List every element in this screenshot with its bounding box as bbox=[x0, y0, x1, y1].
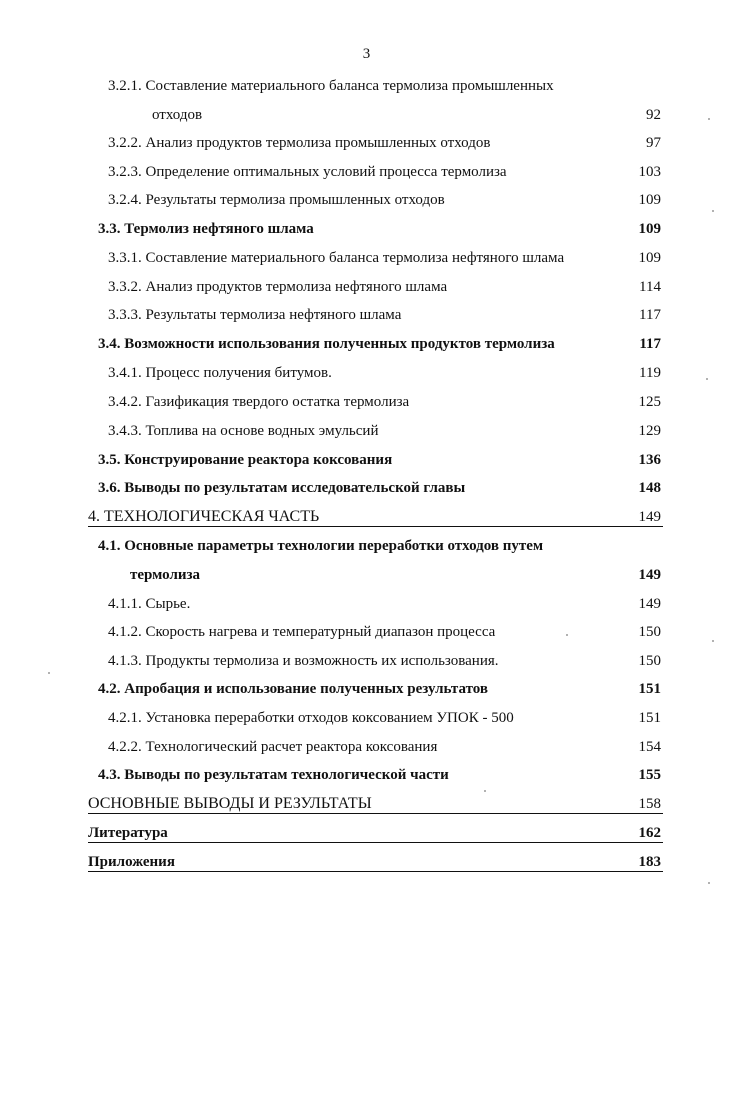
toc-entry-title: 3.2.3. Определение оптимальных условий процесса термолиза bbox=[108, 164, 507, 180]
toc-entry-title: 3.4. Возможности использования полученных продуктов термолиза bbox=[98, 336, 555, 352]
page-number: 3 bbox=[362, 46, 371, 62]
scan-speck bbox=[484, 790, 486, 792]
toc-entry-4-1-1 bbox=[0, 592, 733, 616]
toc-entry-page: 103 bbox=[638, 164, 661, 180]
toc-entry-3-5 bbox=[0, 448, 733, 472]
toc-entry-title: 3.2.1. Составление материального баланса термолиза промышленных bbox=[108, 78, 554, 94]
toc-entry-title: 4. ТЕХНОЛОГИЧЕСКАЯ ЧАСТЬ bbox=[88, 508, 320, 525]
toc-entry-page: 154 bbox=[638, 739, 661, 755]
toc-entry-page: 109 bbox=[638, 250, 661, 266]
toc-entry-page: 117 bbox=[639, 336, 661, 352]
toc-entry-4-1 bbox=[0, 534, 733, 558]
scan-speck bbox=[708, 118, 710, 120]
toc-entry-page: 149 bbox=[638, 567, 661, 583]
toc-entry-3-4 bbox=[0, 332, 733, 356]
toc-entry-title: 4.1.3. Продукты термолиза и возможность их использования. bbox=[108, 653, 499, 669]
toc-entry-4-3 bbox=[0, 763, 733, 787]
toc-entry-title: 4.1.2. Скорость нагрева и температурный диапазон процесса bbox=[108, 624, 496, 640]
conclusions-underline bbox=[88, 813, 663, 814]
toc-entry-title: ОСНОВНЫЕ ВЫВОДЫ И РЕЗУЛЬТАТЫ bbox=[88, 795, 372, 812]
scan-speck bbox=[708, 882, 710, 884]
toc-entry-3-6 bbox=[0, 476, 733, 500]
toc-entry-title: Приложения bbox=[88, 854, 175, 870]
toc-entry-3-4-1 bbox=[0, 361, 733, 385]
toc-entry-title: 3.2.4. Результаты термолиза промышленных отходов bbox=[108, 192, 445, 208]
toc-entry-page: 92 bbox=[646, 107, 661, 123]
toc-entry-4-1-2 bbox=[0, 620, 733, 644]
scan-speck bbox=[712, 210, 714, 212]
toc-entry-title: 3.3. Термолиз нефтяного шлама bbox=[98, 221, 314, 237]
toc-entry-title: 3.2.2. Анализ продуктов термолиза промышленных отходов bbox=[108, 135, 491, 151]
toc-entry-4-1-cont bbox=[0, 563, 733, 587]
toc-entry-title: 3.4.1. Процесс получения битумов. bbox=[108, 365, 332, 381]
toc-entry-page: 136 bbox=[638, 452, 661, 468]
toc-entry-title: 3.5. Конструирование реактора коксования bbox=[98, 452, 393, 468]
scan-speck bbox=[706, 378, 708, 380]
toc-entry-page: 149 bbox=[638, 596, 661, 612]
toc-entry-3-2-1-cont bbox=[0, 103, 733, 127]
toc-entry-title: 4.1.1. Сырье. bbox=[108, 596, 191, 612]
toc-entry-3-3 bbox=[0, 217, 733, 241]
toc-entry-4-2 bbox=[0, 677, 733, 701]
toc-entry-title: 3.6. Выводы по результатам исследовательской главы bbox=[98, 480, 466, 496]
toc-entry-title: 3.4.2. Газификация твердого остатка термолиза bbox=[108, 394, 410, 410]
toc-entry-3-4-2 bbox=[0, 390, 733, 414]
toc-entry-page: 155 bbox=[638, 767, 661, 783]
toc-entry-3-2-3 bbox=[0, 160, 733, 184]
toc-entry-page: 117 bbox=[639, 307, 661, 323]
toc-entry-page: 183 bbox=[638, 854, 661, 870]
toc-entry-3-4-3 bbox=[0, 419, 733, 443]
toc-entry-page: 151 bbox=[638, 681, 661, 697]
literature-underline bbox=[88, 842, 663, 843]
toc-entry-3-2-1 bbox=[0, 74, 733, 98]
toc-entry-page: 162 bbox=[638, 825, 661, 841]
toc-entry-title: 4.2.2. Технологический расчет реактора коксования bbox=[108, 739, 438, 755]
toc-entry-title: 3.3.3. Результаты термолиза нефтяного шлама bbox=[108, 307, 402, 323]
toc-entry-3-3-2 bbox=[0, 275, 733, 299]
toc-entry-page: 149 bbox=[638, 509, 661, 525]
scan-speck bbox=[712, 640, 714, 642]
toc-entry-page: 150 bbox=[638, 624, 661, 640]
toc-entry-page: 148 bbox=[638, 480, 661, 496]
toc-entry-4-2-1 bbox=[0, 706, 733, 730]
toc-entry-title: 3.4.3. Топлива на основе водных эмульсий bbox=[108, 423, 379, 439]
toc-entry-title: 4.3. Выводы по результатам технологической части bbox=[98, 767, 449, 783]
toc-entry-page: 119 bbox=[639, 365, 661, 381]
toc-entry-3-2-2 bbox=[0, 131, 733, 155]
toc-entry-page: 158 bbox=[638, 796, 661, 812]
chapter-underline bbox=[88, 526, 663, 527]
toc-entry-page: 150 bbox=[638, 653, 661, 669]
toc-entry-title: 3.3.2. Анализ продуктов термолиза нефтяного шлама bbox=[108, 279, 448, 295]
scan-speck bbox=[48, 672, 50, 674]
toc-entry-3-3-1 bbox=[0, 246, 733, 270]
appendices-underline bbox=[88, 871, 663, 872]
scan-speck bbox=[566, 634, 568, 636]
toc-entry-page: 125 bbox=[638, 394, 661, 410]
toc-entry-page: 129 bbox=[638, 423, 661, 439]
toc-entry-title: 3.3.1. Составление материального баланса термолиза нефтяного шлама bbox=[108, 250, 565, 266]
toc-entry-page: 97 bbox=[646, 135, 661, 151]
toc-entry-page: 109 bbox=[638, 221, 661, 237]
toc-entry-title: Литература bbox=[88, 825, 168, 841]
toc-entry-page: 151 bbox=[638, 710, 661, 726]
toc-entry-3-3-3 bbox=[0, 303, 733, 327]
toc-entry-title: 4.2.1. Установка переработки отходов коксованием УПОК - 500 bbox=[108, 710, 514, 726]
toc-entry-title: термолиза bbox=[130, 567, 201, 583]
toc-entry-4-2-2 bbox=[0, 735, 733, 759]
toc-entry-page: 114 bbox=[639, 279, 661, 295]
toc-entry-title: 4.2. Апробация и использование полученных результатов bbox=[98, 681, 488, 697]
toc-entry-title: отходов bbox=[152, 107, 203, 123]
toc-entry-4-1-3 bbox=[0, 649, 733, 673]
toc-entry-page: 109 bbox=[638, 192, 661, 208]
toc-entry-3-2-4 bbox=[0, 188, 733, 212]
toc-entry-title: 4.1. Основные параметры технологии переработки отходов путем bbox=[98, 538, 544, 554]
